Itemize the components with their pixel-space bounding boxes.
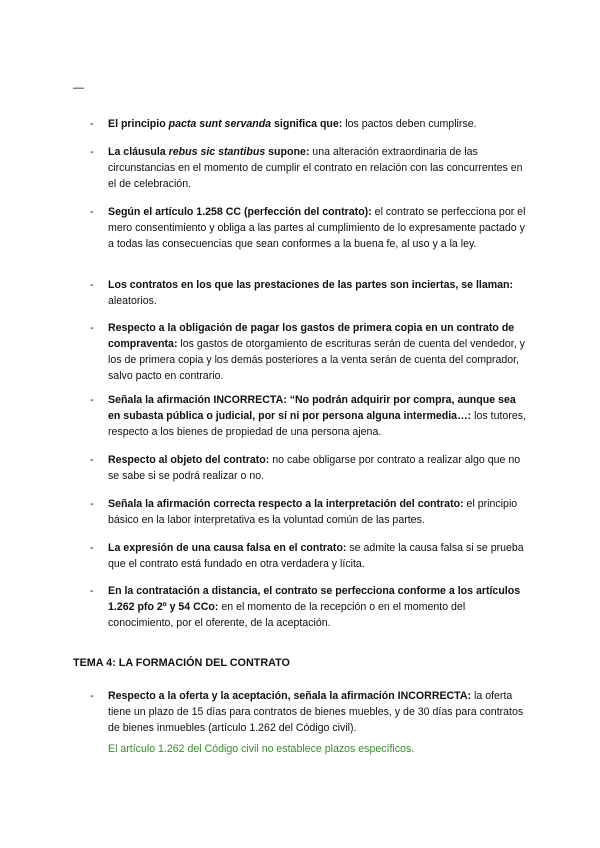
item-lead: Según el artículo 1.258 CC (perfección del contrato): xyxy=(108,206,372,218)
list-item xyxy=(90,392,528,440)
item-lead: El principio pacta sunt servanda significa que: xyxy=(108,118,343,130)
list-item xyxy=(90,320,528,384)
item-text: aleatorios. xyxy=(108,295,157,307)
separator-mark: — xyxy=(73,82,84,94)
bullet: - xyxy=(90,322,94,334)
item-lead: Señala la afirmación INCORRECTA: “No podrán adquirir por compra, aunque sea en subasta pública o judicial, por sí ni por persona alguna intermedia…: xyxy=(108,394,516,422)
item-lead: Señala la afirmación correcta respecto a la interpretación del contrato: xyxy=(108,498,464,510)
bullet: - xyxy=(90,394,94,406)
list-item xyxy=(90,452,528,484)
item-lead: La cláusula rebus sic stantibus supone: xyxy=(108,146,310,158)
item-text: no cabe obligarse por contrato a realizar algo que no se sabe si se podrá realizar o no. xyxy=(108,454,521,482)
list-item xyxy=(90,688,528,736)
list-item xyxy=(90,116,528,132)
item-lead: Respecto a la oferta y la aceptación, señala la afirmación INCORRECTA: xyxy=(108,690,472,702)
list-item xyxy=(90,583,528,631)
bullet: - xyxy=(90,542,94,554)
item-text: los pactos deben cumplirse. xyxy=(342,118,477,130)
list-item xyxy=(90,540,528,572)
item-text: los gastos de otorgamiento de escrituras serán de cuenta del vendedor, y los de primera copia y los demás posteriores a la venta serán de cuenta del comprador, salvo pacto en contrario. xyxy=(108,338,525,382)
bullet: - xyxy=(90,146,94,158)
bullet: - xyxy=(90,279,94,291)
item-lead: Respecto a la obligación de pagar los gastos de primera copia en un contrato de compraventa: xyxy=(108,322,515,350)
list-item xyxy=(90,204,528,252)
item-text: una alteración extraordinaria de las circunstancias en el momento de cumplir el contrato en relación con las concurrentes en el de celebración. xyxy=(108,146,523,190)
item-text: los tutores, respecto a los bienes de propiedad de una persona ajena. xyxy=(108,410,526,438)
item-text: el principio básico en la labor interpretativa es la voluntad común de las partes. xyxy=(108,498,518,526)
item-text: se admite la causa falsa si se prueba que el contrato está fundado en otra verdadera y lícita. xyxy=(108,542,524,570)
bullet: - xyxy=(90,118,94,130)
list-item xyxy=(90,496,528,528)
bullet: - xyxy=(90,206,94,218)
bullet: - xyxy=(90,454,94,466)
item-text: el contrato se perfecciona por el mero consentimiento y obliga a las partes al cumplimiento de lo expresamente pactado y a todas las consecuencias que sean conformes a la buena fe, al uso y a la ley. xyxy=(108,206,526,250)
list-item xyxy=(90,144,528,192)
list-item xyxy=(90,277,528,309)
item-lead: Los contratos en los que las prestaciones de las partes son inciertas, se llaman: xyxy=(108,279,514,291)
item-text: en el momento de la recepción o en el momento del conocimiento, por el oferente, de la aceptación. xyxy=(108,601,466,629)
bullet: - xyxy=(90,498,94,510)
bullet: - xyxy=(90,585,94,597)
item-lead: En la contratación a distancia, el contrato se perfecciona conforme a los artículos 1.262 pfo 2º y 54 CCo: xyxy=(108,585,521,613)
section-title: TEMA 4: LA FORMACIÓN DEL CONTRATO xyxy=(73,657,290,669)
item-lead: La expresión de una causa falsa en el contrato: xyxy=(108,542,347,554)
item-lead: Respecto al objeto del contrato: xyxy=(108,454,270,466)
item-text: la oferta tiene un plazo de 15 días para contratos de bienes muebles, y de 30 días para contratos de bienes inmuebles (artículo 1.262 del Código civil). xyxy=(108,690,524,734)
bullet: - xyxy=(90,690,94,702)
correction-note: El artículo 1.262 del Código civil no establece plazos específicos. xyxy=(108,743,415,755)
